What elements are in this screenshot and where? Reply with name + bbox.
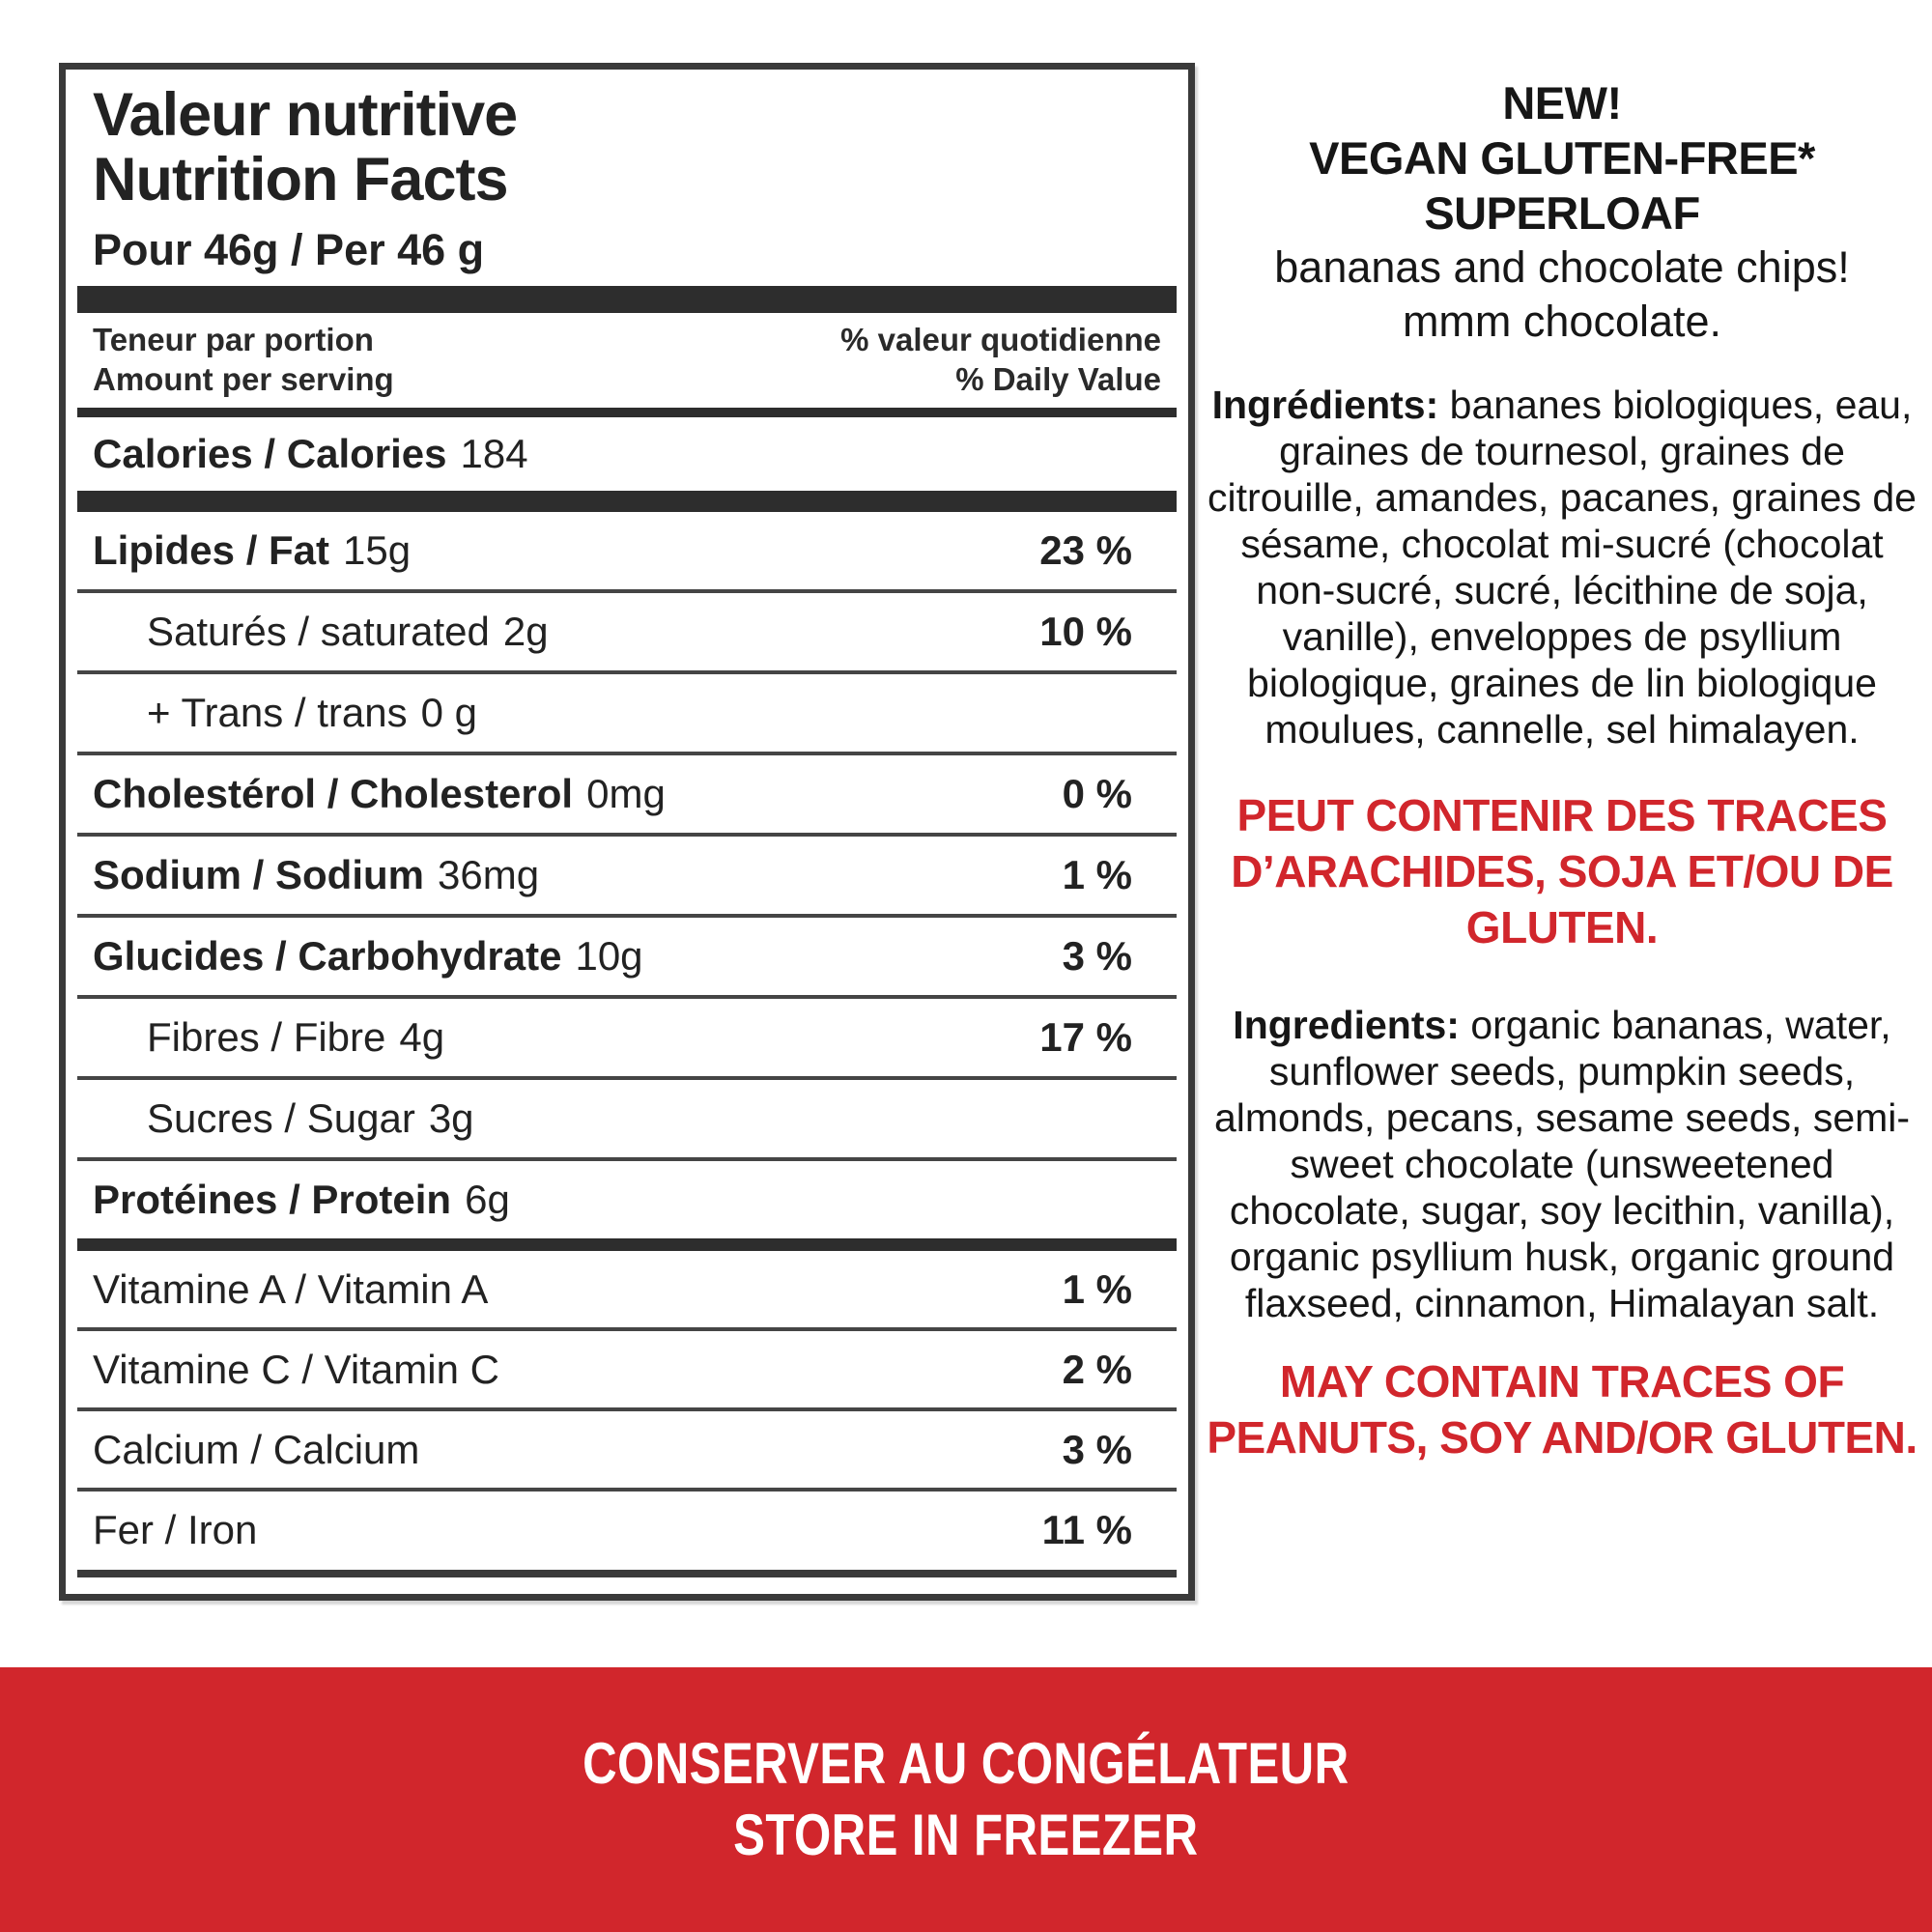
nutrition-facts-panel <box>59 63 1195 1601</box>
nutrient-row-trans: + Trans / trans 0 g <box>147 690 478 735</box>
calories-label: Calories / Calories 184 <box>93 431 528 476</box>
amount-header-fr: Teneur par portion <box>93 322 374 357</box>
ingredients-fr: Ingrédients: bananes biologiques, eau, graines de tournesol, graines de citrouille, amandes, pacanes, graines de sésame, chocolat mi-sucré (chocolat non-sucré, sucré, lécithine de soja, vanille), enveloppes de psyllium biologique, graines de lin biologique moulues, cannelle, sel himalayen. <box>1208 383 1917 752</box>
dv-header-en: % Daily Value <box>955 361 1161 397</box>
nutrient-row-protein: Protéines / Protein 6g <box>93 1177 510 1222</box>
allergen-warning-fr: PEUT CONTENIR DES TRACES D’ARACHIDES, SOJA ET/OU DE GLUTEN. <box>1231 790 1893 952</box>
subheading-line-2: mmm chocolate. <box>1402 297 1722 346</box>
vitamin-row-a: Vitamine A / Vitamin A 1 % <box>93 1265 1132 1312</box>
nutrient-row-fat: Lipides / Fat 15g 23 % <box>93 527 1132 573</box>
heading-new: NEW! <box>1502 77 1622 128</box>
daily-value-header <box>840 320 1161 399</box>
divider-bar-header <box>77 408 1177 417</box>
dv-header-fr: % valeur quotidienne <box>840 322 1161 357</box>
divider-bar-calories <box>77 491 1177 512</box>
serving-size: Pour 46g / Per 46 g <box>93 225 485 274</box>
amount-header-en: Amount per serving <box>93 361 394 397</box>
nutrient-row-carbohydrate: Glucides / Carbohydrate 10g 3 % <box>93 933 1132 979</box>
storage-line-fr: CONSERVER AU CONGÉLATEUR <box>582 1731 1350 1796</box>
storage-banner-text <box>582 1728 1349 1871</box>
storage-banner <box>0 1667 1932 1932</box>
nutrient-row-saturated: Saturés / saturated 2g 10 % <box>147 609 1132 654</box>
bottom-rule <box>77 1570 1177 1577</box>
column-headers <box>77 313 1177 408</box>
ingredients-fr-label: Ingrédients: <box>1211 383 1439 427</box>
product-subheading <box>1201 241 1923 349</box>
vitamin-row-calcium: Calcium / Calcium 3 % <box>93 1426 1132 1472</box>
heading-superloaf: SUPERLOAF <box>1424 187 1700 239</box>
vitamin-row-iron: Fer / Iron 11 % <box>93 1506 1132 1552</box>
heading-vegan-gluten-free: VEGAN GLUTEN-FREE* <box>1309 132 1815 184</box>
allergen-warning-en: MAY CONTAIN TRACES OF PEANUTS, SOY AND/OR GLUTEN. <box>1207 1356 1918 1463</box>
nutrition-title-fr: Valeur nutritive <box>93 81 518 149</box>
nutrient-row-fibre: Fibres / Fibre 4g 17 % <box>147 1014 1132 1060</box>
nutrient-row-cholesterol: Cholestérol / Cholesterol 0mg 0 % <box>93 771 1132 816</box>
ingredients-en-label: Ingredients: <box>1233 1003 1460 1047</box>
calories-row <box>77 417 1177 491</box>
nutrient-row-sugar: Sucres / Sugar 3g <box>147 1095 474 1141</box>
nutrition-title-en: Nutrition Facts <box>93 146 508 213</box>
nutrient-row-sodium: Sodium / Sodium 36mg 1 % <box>93 852 1132 897</box>
storage-line-en: STORE IN FREEZER <box>733 1803 1199 1867</box>
divider-bar-vitamins <box>77 1238 1177 1251</box>
product-info-panel <box>1201 75 1923 1465</box>
amount-per-serving-header <box>93 320 394 399</box>
ingredients-en: Ingredients: organic bananas, water, sunflower seeds, pumpkin seeds, almonds, pecans, sesame seeds, semi-sweet chocolate (unsweetened chocolate, sugar, soy lecithin, vanilla), organic psyllium husk, organic ground flaxseed, cinnamon, Himalayan salt. <box>1213 1003 1911 1325</box>
divider-bar-top <box>77 286 1177 313</box>
vitamin-row-c: Vitamine C / Vitamin C 2 % <box>93 1346 1132 1392</box>
product-heading <box>1201 75 1923 241</box>
subheading-line-1: bananas and chocolate chips! <box>1274 242 1850 292</box>
